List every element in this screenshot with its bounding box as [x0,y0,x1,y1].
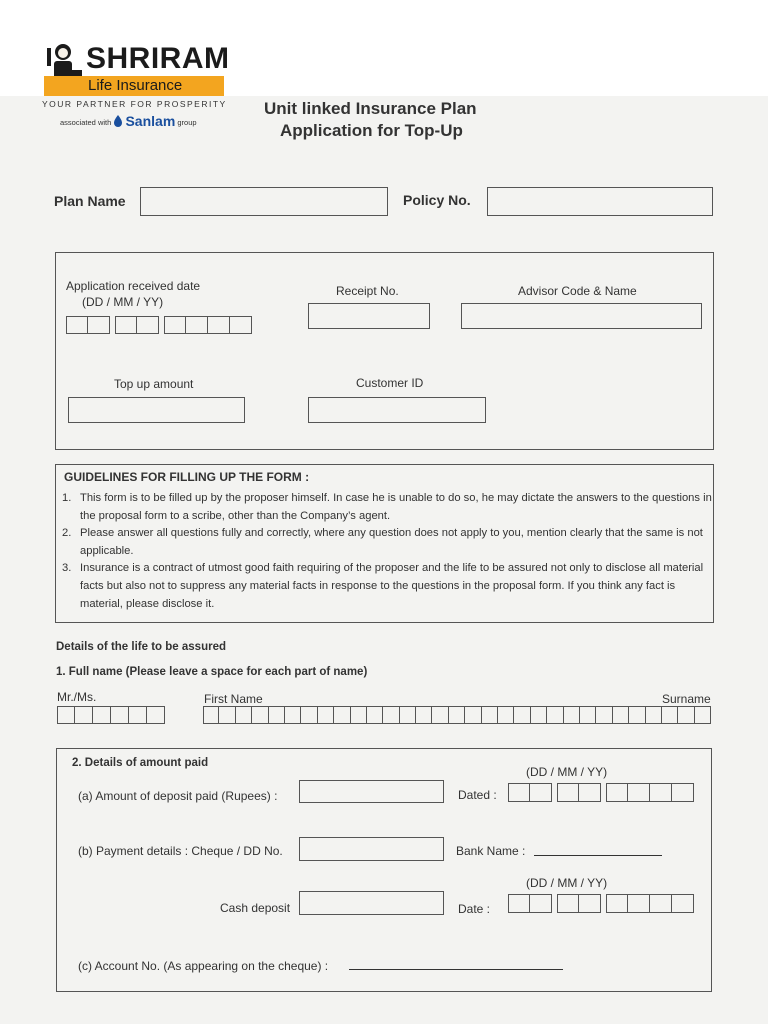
received-date-dd[interactable] [66,316,110,334]
logo-name: SHRIRAM [86,42,230,75]
dated-dd[interactable] [508,783,552,802]
received-date-label: Application received date [66,279,201,293]
name-cell[interactable] [662,706,678,724]
dated-label: Dated : [458,788,497,802]
receipt-no-field[interactable] [308,303,430,329]
name-cell[interactable] [367,706,383,724]
date-label: Date : [458,902,491,916]
name-cell[interactable] [678,706,694,724]
logo-association [60,114,197,130]
account-no-label: (c) Account No. (As appearing on the cheque) : [78,959,329,973]
full-name-label: 1. Full name (Please leave a space for each part of name) [56,666,368,678]
mr-ms-cells[interactable] [57,706,165,724]
topup-amount-label: Top up amount [114,377,194,391]
life-heading: Details of the life to be assured [56,641,226,653]
date-format: (DD / MM / YY) [526,876,608,890]
name-cell[interactable] [416,706,432,724]
name-cell[interactable] [449,706,465,724]
form-title [264,98,477,142]
guidelines-list [62,490,712,613]
name-cell[interactable] [383,706,399,724]
plan-name-label: Plan Name [54,193,126,209]
name-cell[interactable] [285,706,301,724]
name-cell[interactable] [498,706,514,724]
assoc-prefix: associated with [60,118,112,127]
name-cell[interactable] [629,706,645,724]
guideline-item: 2. Please answer all questions fully and correctly, where any question does not apply to you, mention clearly that the same is not applicable. [62,527,703,557]
deposit-label: (a) Amount of deposit paid (Rupees) : [78,789,278,803]
cheque-label: (b) Payment details : Cheque / DD No. [78,844,283,858]
name-cell[interactable] [318,706,334,724]
guideline-item: 3. Insurance is a contract of utmost good faith requiring of the proposer and the life to be assured not only to disclose all material facts but also not to suppress any material facts in response to the questions in the proposal form. If you think any fact is material, please disclose it. [62,562,704,610]
name-cell[interactable] [400,706,416,724]
date-yy[interactable] [606,894,694,913]
first-name-label: First Name [204,692,263,706]
name-cell[interactable] [269,706,285,724]
name-cell[interactable] [351,706,367,724]
title-line1: Unit linked Insurance Plan [264,99,477,118]
advisor-label: Advisor Code & Name [518,284,637,298]
received-date-format: (DD / MM / YY) [82,295,164,309]
name-cell[interactable] [219,706,235,724]
name-cell[interactable] [531,706,547,724]
date-dd[interactable] [508,894,552,913]
policy-no-label: Policy No. [403,192,471,208]
dated-format: (DD / MM / YY) [526,765,608,779]
name-cell[interactable] [580,706,596,724]
policy-no-field[interactable] [487,187,713,216]
advisor-field[interactable] [461,303,702,329]
dated-yy[interactable] [606,783,694,802]
assoc-brand: Sanlam [125,113,176,129]
cash-deposit-label: Cash deposit [220,901,291,915]
deposit-field[interactable] [299,780,444,803]
received-date-mm[interactable] [115,316,159,334]
received-date-yy[interactable] [164,316,252,334]
customer-id-field[interactable] [308,397,486,423]
surname-label: Surname [662,692,711,706]
name-cell[interactable] [482,706,498,724]
cheque-field[interactable] [299,837,444,861]
name-cell[interactable] [301,706,317,724]
date-mm[interactable] [557,894,601,913]
logo-subtitle: Life Insurance [88,77,183,94]
receipt-no-label: Receipt No. [336,284,399,298]
guidelines-title: GUIDELINES FOR FILLING UP THE FORM : [64,470,310,484]
name-cell[interactable] [465,706,481,724]
shriram-logo [40,36,230,136]
logo-tagline: YOUR PARTNER FOR PROSPERITY [42,99,227,109]
name-cell[interactable] [564,706,580,724]
full-name-cells[interactable] [203,706,711,724]
cash-deposit-field[interactable] [299,891,444,915]
name-cell[interactable] [252,706,268,724]
assoc-suffix: group [177,118,197,127]
name-cell[interactable] [432,706,448,724]
plan-name-field[interactable] [140,187,388,216]
dated-mm[interactable] [557,783,601,802]
name-cell[interactable] [646,706,662,724]
name-cell[interactable] [547,706,563,724]
name-cell[interactable] [203,706,219,724]
mr-ms-label: Mr./Ms. [57,690,97,704]
name-cell[interactable] [514,706,530,724]
name-cell[interactable] [613,706,629,724]
bank-name-label: Bank Name : [456,844,526,858]
name-cell[interactable] [334,706,350,724]
title-line2: Application for Top-Up [280,121,463,140]
name-cell[interactable] [236,706,252,724]
sanlam-icon [113,115,123,127]
bank-name-line[interactable] [534,855,662,856]
account-no-line[interactable] [349,969,563,970]
name-cell[interactable] [695,706,711,724]
guideline-item: 1. This form is to be filled up by the proposer himself. In case he is unable to do so, he may dictate the answers to the questions in the proposal form to a scribe, other than the Company’s agent. [62,492,712,522]
payment-heading: 2. Details of amount paid [72,757,209,769]
customer-id-label: Customer ID [356,376,424,390]
name-cell[interactable] [596,706,612,724]
topup-amount-field[interactable] [68,397,245,423]
